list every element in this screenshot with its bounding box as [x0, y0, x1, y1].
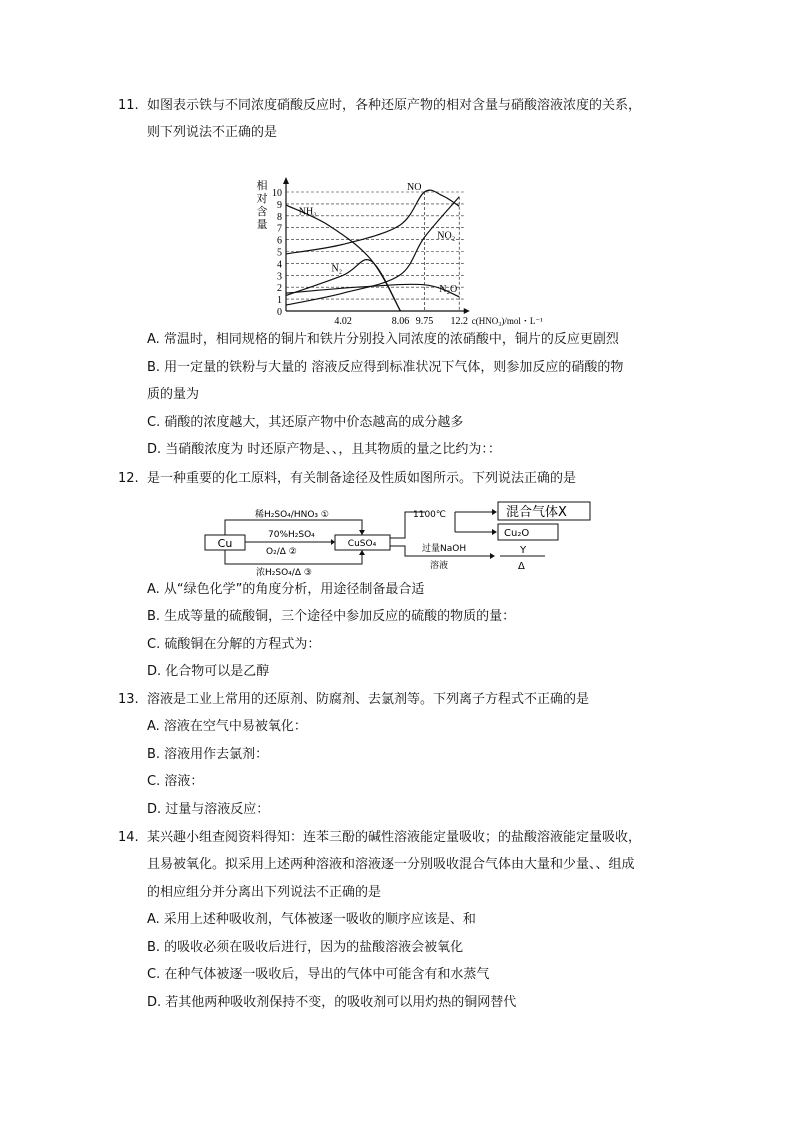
flow-cu2o: Cu₂O: [504, 528, 530, 539]
flow-route3: 浓H₂SO₄/Δ ③: [256, 568, 312, 578]
q11-option-b: B. 用一定量的铁粉与大量的 溶液反应得到标准状况下气体，则参加反应的硝酸的物: [147, 360, 624, 375]
y-tick-label: 8: [277, 211, 282, 223]
series-label: NO: [406, 182, 422, 193]
flow-route1: 稀H₂SO₄/HNO₃ ①: [255, 510, 329, 520]
q12-option-b: B. 生成等量的硫酸铜，三个途径中参加反应的硫酸的物质的量：: [147, 609, 516, 624]
series-label: N₂O: [439, 283, 458, 295]
q11-option-d: D. 当硝酸浓度为 时还原产物是、、，且其物质的量之比约为：：: [147, 442, 501, 457]
q12-flow-diagram: [200, 498, 600, 578]
flow-temp: 1100℃: [413, 510, 447, 520]
q14-stem-line2: 且易被氧化。拟采用上述两种溶液和溶液逐一分别吸收混合气体由大量和少量、、组成: [147, 857, 635, 872]
q14-option-d: D. 若其他两种吸收剂保持不变，的吸收剂可以用灼热的铜网替代: [147, 995, 517, 1010]
q13-option-c: C. 溶液：: [147, 774, 204, 789]
y-tick-label: 7: [277, 223, 282, 235]
x-tick-label: 12.2: [450, 316, 468, 327]
x-tick-label: 4.02: [334, 316, 352, 327]
q11-stem-line2: 则下列说法不正确的是: [147, 125, 278, 140]
flow-naoh-bottom: 溶液: [430, 561, 449, 571]
q11-option-b-cont: 质的量为: [147, 387, 200, 402]
y-axis-label-char: 量: [256, 219, 268, 231]
series-label: N₂: [331, 263, 343, 275]
flow-gas-x: 混合气体X: [506, 505, 567, 520]
y-tick-label: 3: [277, 271, 282, 283]
y-tick-label: 4: [277, 259, 282, 271]
q12-option-c: C. 硫酸铜在分解的方程式为：: [147, 637, 321, 652]
q13-option-b: B. 溶液用作去氯剂：: [147, 747, 269, 762]
series-line: [286, 190, 459, 254]
flow-cu: Cu: [217, 537, 233, 550]
flow-delta: Δ: [518, 561, 525, 572]
q14-stem-line3: 的相应组分并分离出下列说法不正确的是: [147, 885, 382, 900]
q14-option-b: B. 的吸收必须在吸收后进行，因为的盐酸溶液会被氧化: [147, 940, 464, 955]
q13-number: 13.: [118, 692, 139, 707]
flow-y: Y: [520, 545, 527, 556]
y-tick-label: 2: [277, 283, 282, 295]
x-axis-label: c(HNO₃)/mol・L⁻¹: [471, 316, 543, 326]
flow-route2a: 70%H₂SO₄: [268, 530, 315, 540]
flow-naoh-top: 过量NaOH: [422, 544, 467, 554]
q14-option-c: C. 在种气体被逐一吸收后，导出的气体中可能含有和水蒸气: [147, 967, 490, 982]
series-label: NH₃: [298, 206, 317, 218]
y-tick-label: 9: [277, 199, 282, 211]
x-axis-arrow: [464, 308, 470, 314]
series-line: [286, 205, 400, 311]
q14-option-a: A. 采用上述种吸收剂，气体被逐一吸收的顺序应该是、和: [147, 912, 476, 927]
y-axis-label-char: 含: [256, 206, 268, 218]
q11-option-c: C. 硝酸的浓度越大，其还原产物中价态越高的成分越多: [147, 415, 464, 430]
y-tick-label: 0: [277, 307, 282, 318]
q14-number: 14.: [118, 830, 139, 845]
y-tick-label: 6: [277, 235, 282, 247]
q11-option-a: A. 常温时，相同规格的铜片和铁片分别投入同浓度的浓硝酸中，铜片的反应更剧烈: [147, 332, 619, 347]
q12-stem: 是一种重要的化工原料，有关制备途径及性质如图所示。下列说法正确的是: [147, 471, 577, 486]
y-axis-arrow: [283, 177, 289, 184]
y-axis-label-char: 相: [256, 180, 268, 192]
q12-option-a: A. 从“绿色化学”的角度分析，用途径制备最合适: [147, 582, 425, 597]
q14-stem-line1: 某兴趣小组查阅资料得知：连苯三酚的碱性溶液能定量吸收；的盐酸溶液能定量吸收，: [147, 830, 642, 845]
q11-stem-line1: 如图表示铁与不同浓度硝酸反应时，各种还原产物的相对含量与硝酸溶液浓度的关系，: [147, 98, 642, 113]
q12-number: 12.: [118, 471, 139, 486]
flow-cuso4: CuSO₄: [347, 539, 377, 549]
y-axis-label-char: 对: [256, 193, 268, 205]
q11-chart: [248, 176, 548, 331]
x-tick-label: 8.06: [391, 316, 410, 327]
q13-option-a: A. 溶液在空气中易被氧化：: [147, 719, 307, 734]
y-tick-label: 10: [272, 188, 282, 199]
series-label: NO₂: [437, 230, 456, 242]
q13-stem: 溶液是工业上常用的还原剂、防腐剂、去氯剂等。下列离子方程式不正确的是: [147, 692, 590, 707]
q12-option-d: D. 化合物可以是乙醇: [147, 664, 270, 679]
x-tick-label: 9.75: [415, 316, 434, 327]
q13-option-d: D. 过量与溶液反应：: [147, 802, 270, 817]
y-tick-label: 5: [277, 247, 282, 259]
q11-number: 11.: [118, 98, 139, 113]
y-tick-label: 1: [277, 295, 282, 307]
flow-route2b: O₂/Δ ②: [266, 547, 297, 557]
